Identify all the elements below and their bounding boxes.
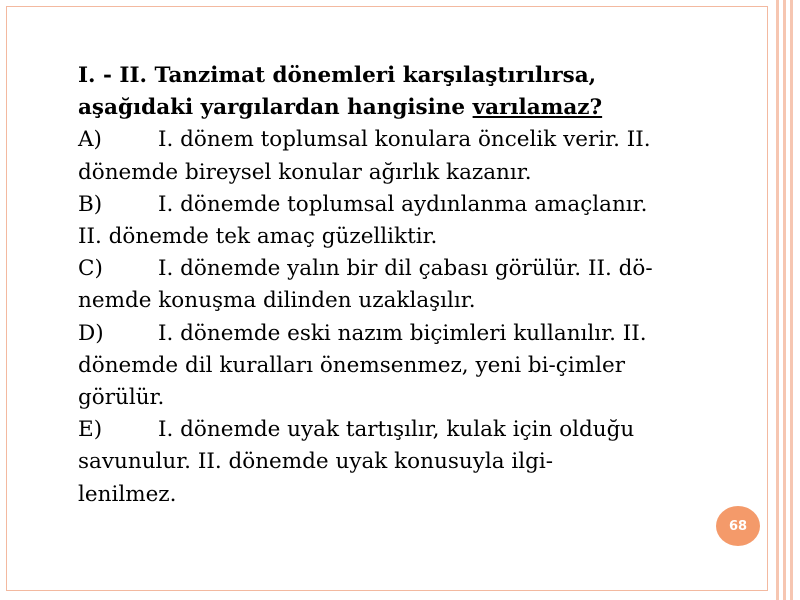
decorative-stripe [783, 0, 786, 600]
option-letter: E) [78, 417, 103, 443]
page-number-badge: 68 [716, 506, 760, 546]
option-a [78, 124, 728, 188]
question-emphasis: varılamaz? [472, 95, 603, 121]
option-line: II. dönemde tek amaç güzelliktir. [78, 224, 438, 250]
option-line: I. dönemde yalın bir dil çabası görülür. II. dö- [158, 256, 653, 282]
question-line-2: aşağıdaki yargılardan hangisine [78, 95, 473, 121]
option-line: görülür. [78, 385, 165, 411]
option-line: I. dönem toplumsal konulara öncelik verir. II. [158, 127, 651, 153]
option-e [78, 414, 728, 511]
question-block [78, 60, 728, 511]
option-d [78, 318, 728, 415]
option-b [78, 189, 728, 253]
option-line: dönemde dil kuralları önemsenmez, yeni bi-çimler [78, 352, 625, 378]
option-line: savunulur. II. dönemde uyak konusuyla ilgi- [78, 449, 554, 475]
option-letter: D) [78, 320, 104, 346]
option-letter: C) [78, 256, 103, 282]
question-line-1: I. - II. Tanzimat dönemleri karşılaştırılırsa, [78, 63, 597, 88]
option-letter: B) [78, 191, 103, 217]
option-line: lenilmez. [78, 481, 177, 507]
option-line: I. dönemde uyak tartışılır, kulak için olduğu [158, 417, 635, 443]
decorative-stripe [790, 0, 793, 600]
option-letter: A) [78, 127, 102, 153]
decorative-stripe [776, 0, 779, 600]
option-line: dönemde bireysel konular ağırlık kazanır. [78, 159, 532, 185]
option-c [78, 253, 728, 317]
question-text [78, 60, 728, 124]
option-line: I. dönemde eski nazım biçimleri kullanılır. II. [158, 320, 647, 346]
option-line: I. dönemde toplumsal aydınlanma amaçlanır. [158, 191, 648, 217]
option-line: nemde konuşma dilinden uzaklaşılır. [78, 288, 476, 314]
